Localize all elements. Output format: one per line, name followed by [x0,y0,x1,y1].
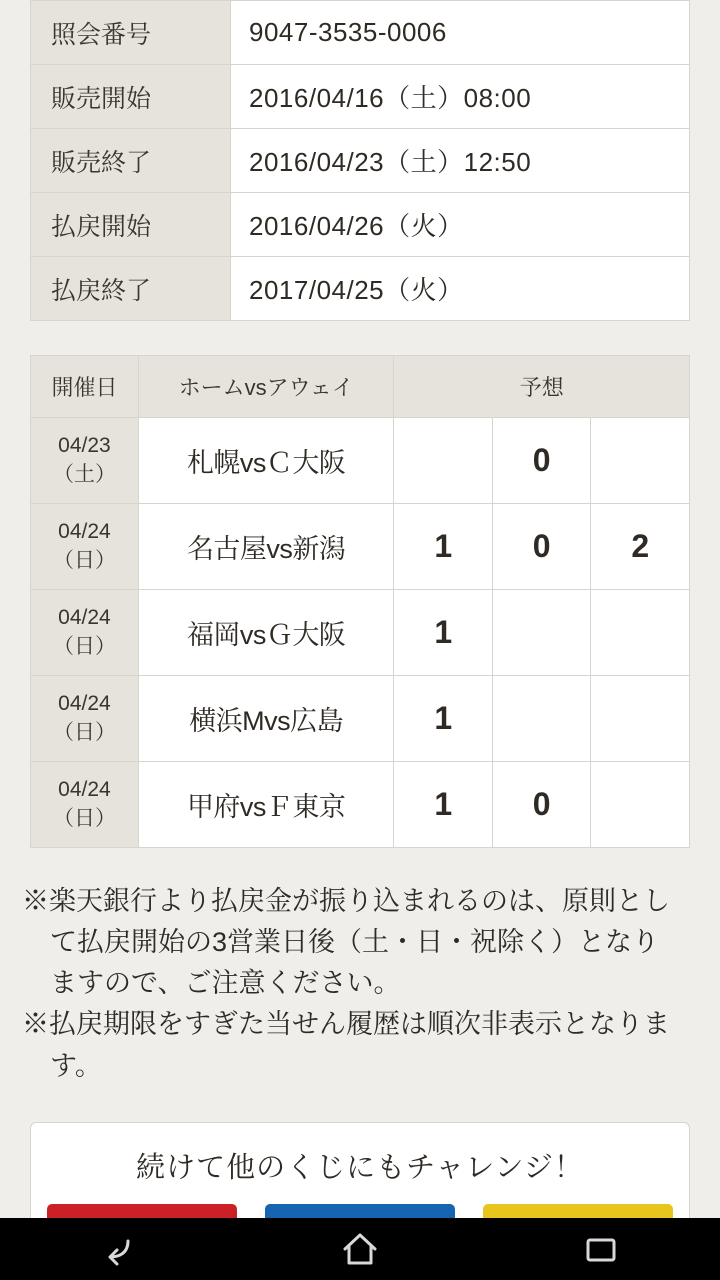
match-list [30,355,690,848]
match-prediction-3: 2 [591,504,690,590]
match-prediction-2: 0 [492,762,590,848]
home-icon [337,1226,383,1272]
match-prediction-2: 0 [492,418,590,504]
table-row [31,1,690,65]
table-header-row [31,356,690,418]
promo-button-yellow[interactable] [483,1204,673,1218]
promo-button-blue[interactable] [265,1204,455,1218]
match-date [31,504,139,590]
match-date-day: 04/24 [58,606,111,630]
table-row [31,129,690,193]
info-value-sale-end: 2016/04/23（土）12:50 [231,129,690,193]
table-row [31,193,690,257]
match-table [30,355,690,848]
nav-home-button[interactable] [300,1218,420,1280]
match-date [31,590,139,676]
match-teams: 名古屋vs新潟 [138,504,394,590]
match-date-day: 04/24 [58,692,111,716]
promo-button-row [31,1186,689,1218]
match-date-day: 04/24 [58,520,111,544]
match-prediction-2 [492,676,590,762]
table-row [31,762,690,848]
info-value-refund-start: 2016/04/26（火） [231,193,690,257]
match-prediction-3 [591,762,690,848]
table-row [31,65,690,129]
info-value-refund-end: 2017/04/25（火） [231,257,690,321]
match-date-day: 04/23 [58,434,111,458]
info-label-inquiry-number: 照会番号 [31,1,231,65]
note-line-2: て払戻開始の3営業日後（土・日・祝除く）となり [50,927,660,958]
note-line-1: ※楽天銀行より払戻金が振り込まれるのは、原則とし [22,886,670,916]
column-header-match: ホームvsアウェイ [138,356,394,418]
match-teams: 福岡vsＧ大阪 [138,590,394,676]
column-header-date: 開催日 [31,356,139,418]
promo-panel [30,1122,690,1218]
match-teams: 札幌vsＣ大阪 [138,418,394,504]
info-label-refund-end: 払戻終了 [31,257,231,321]
match-prediction-1 [394,418,492,504]
match-date [31,676,139,762]
info-label-sale-start: 販売開始 [31,65,231,129]
back-icon [98,1227,142,1271]
info-label-refund-start: 払戻開始 [31,193,231,257]
match-prediction-3 [591,676,690,762]
table-row [31,257,690,321]
nav-back-button[interactable] [60,1218,180,1280]
match-date [31,762,139,848]
recents-icon [578,1227,622,1271]
match-date-weekday: （日） [52,634,116,658]
info-value-sale-start: 2016/04/16（土）08:00 [231,65,690,129]
match-prediction-1: 1 [394,676,492,762]
ticket-info-table [30,0,690,321]
note-line-3: ますので、ご注意ください。 [50,968,401,999]
match-prediction-3 [591,418,690,504]
table-row [31,590,690,676]
match-teams: 甲府vsＦ東京 [138,762,394,848]
promo-button-red[interactable] [47,1204,237,1218]
match-date-weekday: （日） [52,548,116,572]
info-label-sale-end: 販売終了 [31,129,231,193]
promo-title: 続けて他のくじにもチャレンジ！ [136,1151,584,1184]
table-row [31,418,690,504]
match-date-day: 04/24 [58,778,111,802]
note-line-4: ※払戻期限をすぎた当せん履歴は順次非表示となりま [22,1009,670,1040]
notes-section [22,882,698,1086]
match-prediction-1: 1 [394,504,492,590]
match-prediction-1: 1 [394,762,492,848]
info-value-inquiry-number: 9047-3535-0006 [231,1,690,65]
match-prediction-2: 0 [492,504,590,590]
table-row [31,504,690,590]
match-date [31,418,139,504]
match-date-weekday: （日） [52,806,116,830]
match-date-weekday: （土） [52,462,116,486]
match-date-weekday: （日） [52,720,116,744]
nav-recents-button[interactable] [540,1218,660,1280]
android-navigation-bar [0,1218,720,1280]
match-prediction-2 [492,590,590,676]
column-header-prediction: 予想 [394,356,690,418]
table-row [31,676,690,762]
note-line-5: す。 [50,1050,102,1081]
match-teams: 横浜Mvs広島 [138,676,394,762]
match-prediction-3 [591,590,690,676]
match-prediction-1: 1 [394,590,492,676]
